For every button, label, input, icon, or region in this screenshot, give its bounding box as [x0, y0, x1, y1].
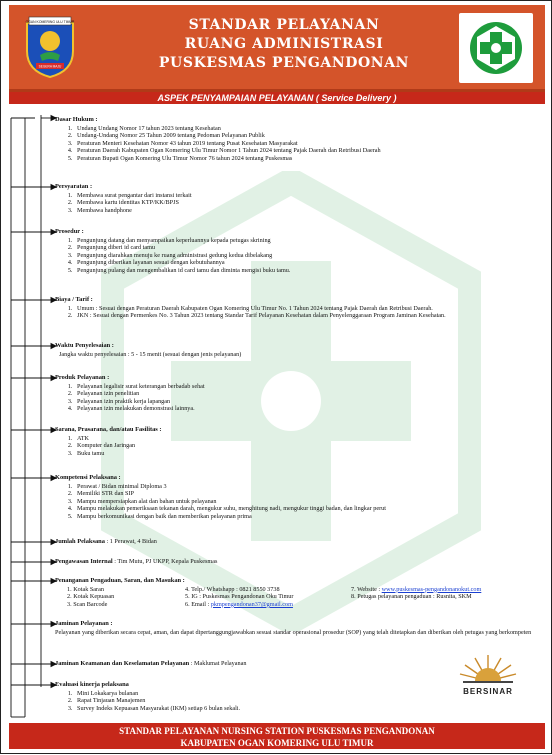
list-item: 1. Perawat / Bidan minimal Diploma 3 — [74, 483, 540, 491]
section-heading-bar — [9, 92, 545, 104]
list-item: 2. Undang-Undang Nomor 25 Tahun 2009 tentang Pedoman Pelayanan Publik — [74, 132, 540, 140]
list-item: 1. Mini Lokakarya bulanan — [74, 690, 445, 698]
section-text: Jangka waktu penyelesaian : 5 - 15 menit (sesuai dengan jenis pelayanan) — [59, 350, 242, 358]
list-item: 3. Buku tamu — [74, 450, 540, 458]
section-title: Kompetensi Pelaksana : — [55, 474, 121, 481]
list-item: 2. Pelayanan izin penelitian — [74, 390, 540, 398]
section-text: Pelayanan yang diberikan secara cepat, aman, dan dapat dipertanggungjawabkan sesuai standar operasional prosedur (SOP) yang telah ditetapkan dan diberikan oleh petugas yang berkompeten — [55, 628, 532, 636]
list-item: 3. Survey Indeks Kepuasan Masyarakat (IKM) setiap 6 bulan sekali. — [74, 705, 445, 713]
title-line-2: RUANG ADMINISTRASI — [184, 36, 384, 52]
list-item: 1. Pengunjung datang dan menyampaikan keperluannya kepada petugas skrining — [74, 237, 540, 245]
section-sarana — [55, 426, 540, 457]
complaint-channel: 4. Telp./ Whatshapp : 0821 8550 3738 — [185, 585, 280, 593]
section-title: Prosedur : — [55, 228, 84, 235]
section-penanganan — [55, 577, 540, 608]
section-produk — [55, 374, 540, 413]
bersinar-label: BERSINAR — [463, 687, 513, 696]
list-item: 3. Pengunjung diarahkan menuju ke ruang administrasi gedung kedua dibelakang — [74, 252, 540, 260]
section-text: : Tim Mutu, PJ UKPP, Kepala Puskesmas — [112, 558, 218, 565]
emblem-top-text: OGAN KOMERING ULU TIMUR — [25, 20, 75, 24]
section-title: Produk Pelayanan : — [55, 374, 110, 381]
list-item: 5. Mampu berkomunikasi dengan baik dan memberikan pelayanan prima — [74, 513, 540, 521]
footer-line-1: STANDAR PELAYANAN NURSING STATION PUSKESMAS PENGANDONAN — [119, 726, 435, 736]
section-prosedur — [55, 228, 540, 275]
section-waktu — [55, 342, 540, 358]
subtitle-english: Service Delivery — [321, 93, 391, 103]
section-biaya — [55, 296, 540, 320]
section-title: Evaluasi kinerja pelaksana — [55, 681, 129, 688]
section-title: Penanganan Pengaduan, Saran, dan Masukan : — [55, 577, 185, 584]
puskesmas-logo-icon — [459, 13, 533, 83]
title-line-3: PUSKESMAS PENGANDONAN — [158, 55, 410, 71]
list-item: 4. Pengunjung diberikan layanan sesuai dengan kebutuhannya — [74, 259, 540, 267]
list-item: 1. Umum : Sesuai dengan Peraturan Daerah Kabupaten Ogan Komering Ulu Timur No. 1 Tahun 2024 tentang Pajak Daerah dan Retribusi Daerah. — [74, 305, 540, 313]
list-item: 5. Peraturan Bupati Ogan Komering Ulu Timur Nomor 76 tahun 2024 tentang Puskesmas — [74, 155, 540, 163]
section-text: : Maklumat Pelayanan — [189, 660, 247, 667]
list-item: 3. Membawa handphone — [74, 207, 540, 215]
section-title: Waktu Penyelesaian : — [55, 342, 114, 349]
flow-connector-lines — [1, 1, 61, 755]
list-item: 3. Peraturan Menteri Kesehatan Nomor 43 tahun 2019 tentang Pusat Kesehatan Masyarakat — [74, 140, 540, 148]
section-title: Jaminan Keamanan dan Keselamatan Pelayanan — [55, 660, 190, 667]
footer-line-2: KABUPATEN OGAN KOMERING ULU TIMUR — [180, 738, 374, 748]
complaint-channel: 1. Kotak Saran — [67, 585, 104, 593]
section-title: Biaya / Tarif : — [55, 296, 93, 303]
complaint-channel: 2. Kotak Kepuasan — [67, 593, 115, 601]
section-title: Sarana, Prasarana, dan/atau Fasilitas : — [55, 426, 162, 433]
complaint-channel: 3. Scan Barcode — [67, 600, 108, 608]
list-item: 3. Mampu mempersiapkan alat dan bahan untuk pelayanan — [74, 498, 540, 506]
puskesmas-logo — [459, 13, 533, 83]
list-item: 2. JKN : Sesuai dengan Permenkes No. 3 Tahun 2023 tentang Standar Tarif Pelayanan Kesehatan dalam Penyelenggaraan Program Jaminan Kesehatan. — [74, 312, 540, 320]
section-evaluasi — [55, 681, 445, 712]
section-jaminan-pelayanan — [55, 620, 535, 636]
section-pengawasan — [55, 558, 540, 566]
list-item: 3. Pelayanan izin praktik kerja lapangan — [74, 398, 540, 406]
list-item: 5. Pengunjung pulang dan mengembalikan id card tamu dan diminta mengisi buku tamu. — [74, 267, 540, 275]
list-item: 1. ATK — [74, 435, 540, 443]
list-item: 1. Undang Undang Nomor 17 tahun 2023 tentang Kesehatan — [74, 125, 540, 133]
header-banner — [9, 5, 545, 92]
list-item: 2. Membawa kartu identitas KTP/KK/BPJS — [74, 199, 540, 207]
emblem-motto-text: SEGERA MAJU — [38, 64, 62, 69]
list-item: 4. Pelayanan izin melakukan demonstrasi lainnya. — [74, 405, 540, 413]
section-dasar-hukum — [55, 116, 540, 163]
list-item: 1. Membawa surat pengantar dari instansi terkait — [74, 192, 540, 200]
section-title: Jumlah Pelaksana — [55, 538, 105, 545]
title-line-1: STANDAR PELAYANAN — [188, 17, 380, 33]
list-item: 2. Pengunjung diberi id card tamu — [74, 244, 540, 252]
bersinar-logo — [453, 651, 523, 713]
section-title: Jaminan Pelayanan : — [55, 620, 113, 627]
complaint-channel: 5. IG : Puskesmas Pengandonan Oku Timur — [185, 593, 294, 601]
section-persyaratan — [55, 183, 540, 214]
list-item: 4. Peraturan Daerah Kabupaten Ogan Komering Ulu Timur Nomor 1 Tahun 2024 tentang Pajak Daerah dan Retribusi Daerah — [74, 147, 540, 155]
email-label: 6. Email : — [185, 600, 211, 608]
list-item: 1. Pelayanan legalisir surat keterangan berbadab sehat — [74, 383, 540, 391]
complaint-channel: 8. Petugas pelayanan pengaduan : Rusnita, SKM — [351, 593, 472, 601]
section-text: : 1 Perawat, 4 Bidan — [104, 538, 157, 545]
subtitle-end: ) — [390, 93, 397, 103]
section-kompetensi — [55, 474, 540, 521]
list-item: 2. Memiliki STR dan SIP — [74, 490, 540, 498]
sunrise-icon — [453, 651, 523, 687]
list-item: 4. Mampu melakukan pemeriksaan tekanan darah, mengukur suhu, menghitung nadi, mengukur tinggi badan, dan lingkar perut — [74, 505, 540, 513]
section-jumlah — [55, 538, 540, 546]
website-link[interactable]: www.puskesmas-pengandonanokut.com — [381, 585, 482, 593]
list-item: 2. Komputer dan Jaringan — [74, 442, 540, 450]
list-item: 2. Rapat Tinjauan Manajemen — [74, 697, 445, 705]
email-link[interactable]: pkmpengandonan37@gmail.com — [210, 600, 293, 608]
footer-banner — [9, 723, 545, 749]
website-label: 7. Website : — [351, 585, 382, 593]
section-title: Persyaratan : — [55, 183, 93, 190]
section-title: Dasar Hukum : — [55, 116, 98, 123]
section-title: Pengawasan Internal — [55, 558, 113, 565]
subtitle-main: ASPEK PENYAMPAIAN PELAYANAN ( — [157, 93, 322, 103]
